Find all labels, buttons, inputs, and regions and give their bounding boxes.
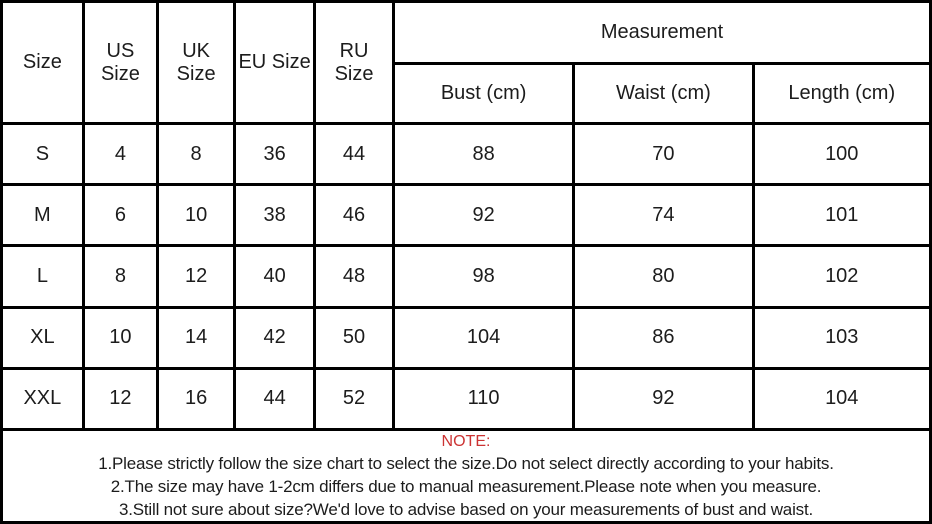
header-measurement: Measurement xyxy=(394,2,931,64)
uk-size-value: 14 xyxy=(158,307,235,368)
us-size-value: 4 xyxy=(83,124,157,185)
size-label: XL xyxy=(2,307,84,368)
bust-value: 110 xyxy=(394,368,574,429)
us-size-value: 12 xyxy=(83,368,157,429)
ru-size-value: 48 xyxy=(315,246,394,307)
uk-size-value: 8 xyxy=(158,124,235,185)
ru-size-value: 46 xyxy=(315,185,394,246)
bust-value: 98 xyxy=(394,246,574,307)
eu-size-value: 44 xyxy=(235,368,315,429)
ru-size-value: 44 xyxy=(315,124,394,185)
note-line-3: 3.Still not sure about size?We'd love to advise based on your measurements of bust and waist. xyxy=(118,500,813,519)
eu-size-value: 38 xyxy=(235,185,315,246)
bust-value: 88 xyxy=(394,124,574,185)
size-label: M xyxy=(2,185,84,246)
size-label: S xyxy=(2,124,84,185)
uk-size-value: 10 xyxy=(158,185,235,246)
ru-size-value: 52 xyxy=(315,368,394,429)
header-us-size: US Size xyxy=(83,2,157,124)
header-length: Length (cm) xyxy=(753,64,930,124)
us-size-value: 10 xyxy=(83,307,157,368)
eu-size-value: 42 xyxy=(235,307,315,368)
header-size: Size xyxy=(2,2,84,124)
table-row-xl xyxy=(2,307,931,368)
note-title: NOTE: xyxy=(441,433,491,450)
header-waist: Waist (cm) xyxy=(574,64,753,124)
table-row-m xyxy=(2,185,931,246)
ru-size-value: 50 xyxy=(315,307,394,368)
length-value: 104 xyxy=(753,368,930,429)
header-uk-size: UK Size xyxy=(158,2,235,124)
length-value: 102 xyxy=(753,246,930,307)
waist-value: 74 xyxy=(574,185,753,246)
waist-value: 92 xyxy=(574,368,753,429)
size-label: XXL xyxy=(2,368,84,429)
table-row-l xyxy=(2,246,931,307)
waist-value: 86 xyxy=(574,307,753,368)
header-bust: Bust (cm) xyxy=(394,64,574,124)
length-value: 103 xyxy=(753,307,930,368)
table-row-s xyxy=(2,124,931,185)
bust-value: 92 xyxy=(394,185,574,246)
eu-size-value: 40 xyxy=(235,246,315,307)
us-size-value: 8 xyxy=(83,246,157,307)
note-line-1: 1.Please strictly follow the size chart to select the size.Do not select directly according to your habits. xyxy=(98,454,834,473)
uk-size-value: 16 xyxy=(158,368,235,429)
size-label: L xyxy=(2,246,84,307)
note-section xyxy=(2,430,931,523)
bust-value: 104 xyxy=(394,307,574,368)
length-value: 101 xyxy=(753,185,930,246)
waist-value: 80 xyxy=(574,246,753,307)
note-line-2: 2.The size may have 1-2cm differs due to manual measurement.Please note when you measure. xyxy=(110,477,822,496)
header-eu-size: EU Size xyxy=(235,2,315,124)
eu-size-value: 36 xyxy=(235,124,315,185)
header-ru-size: RU Size xyxy=(315,2,394,124)
table-row-xxl xyxy=(2,368,931,429)
length-value: 100 xyxy=(753,124,930,185)
waist-value: 70 xyxy=(574,124,753,185)
us-size-value: 6 xyxy=(83,185,157,246)
uk-size-value: 12 xyxy=(158,246,235,307)
